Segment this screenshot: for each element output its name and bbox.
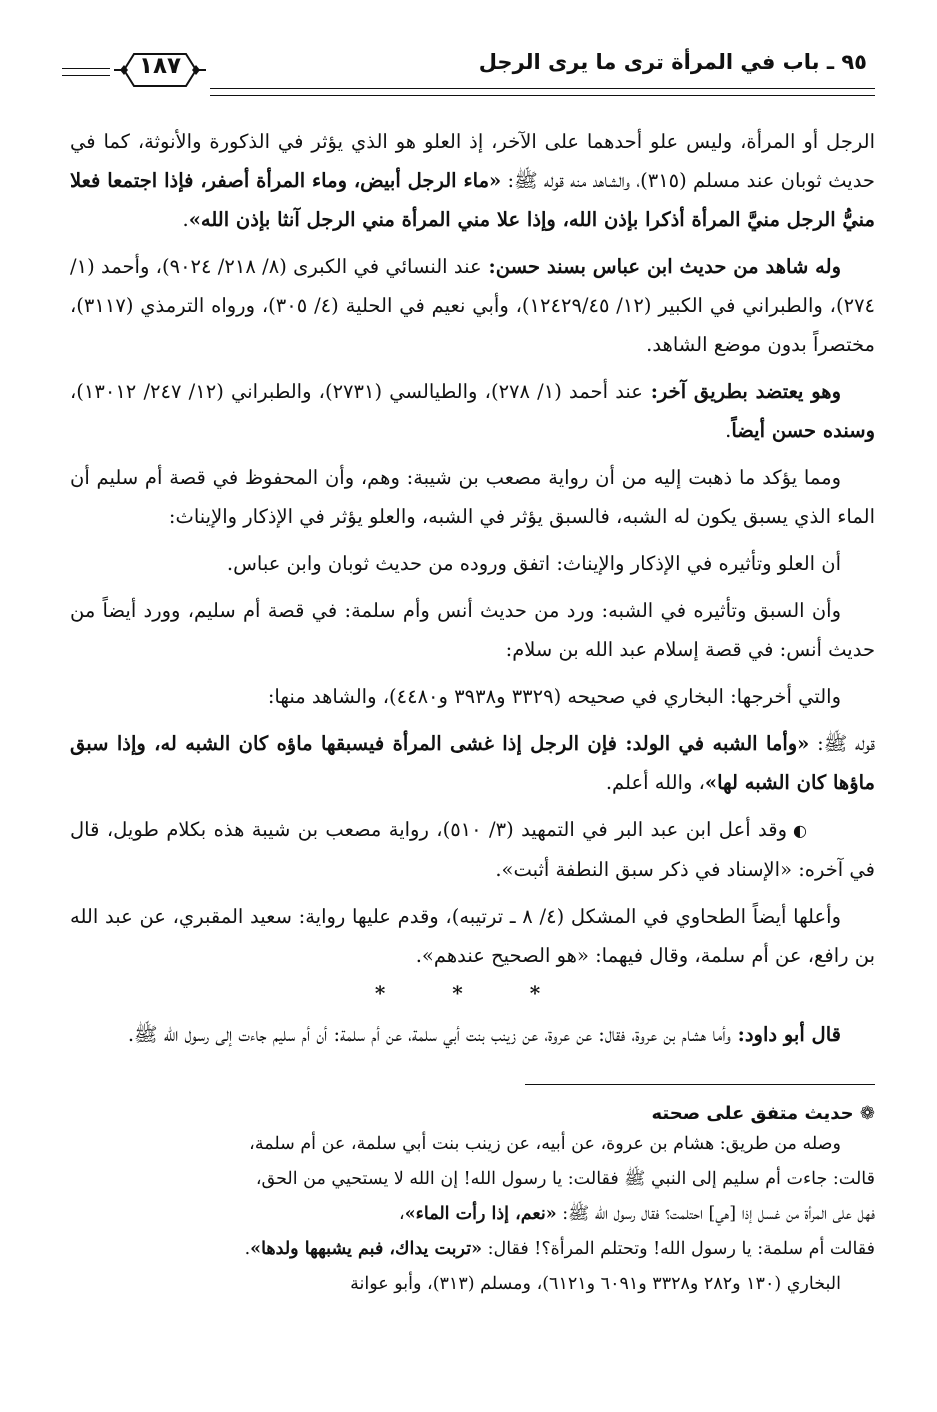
- paragraph-7: والتي أخرجها: البخاري في صحيحه (٣٣٢٩ و٣٩٣٨ و٤٤٨٠)، والشاهد منها:: [267, 685, 841, 708]
- paragraph-3: [70, 372, 875, 450]
- paragraph-1: [70, 122, 875, 239]
- page-number: ١٨٧: [138, 53, 182, 79]
- page-number-frame: [110, 50, 210, 90]
- paragraph-9: [70, 810, 875, 889]
- bold-lead: قال أبو داود:: [730, 1023, 841, 1046]
- text-span: وأما هشام بن عروة، فقال: عن عروة، عن زينب بنت أبي سلمة، عن أم سلمة: أن أم سليم جاءت إلى رسول الله ﷺ.: [127, 1023, 731, 1046]
- main-text: [70, 122, 875, 1303]
- text-span: ، والله أعلم.: [605, 771, 705, 794]
- text-span: ،: [399, 1204, 405, 1224]
- header-rule-left: [62, 68, 110, 76]
- footnote-line-2: قالت: جاءت أم سليم إلى النبي ﷺ فقالت: يا رسول الله! إن الله لا يستحيي من الحق،: [255, 1169, 875, 1189]
- hadith-quote: «وأما الشبه في الولد: فإن الرجل إذا غشى المرأة فيسبقها ماؤه كان الشبه له، وإذا سبق ماؤها كان الشبه لها»: [70, 732, 875, 794]
- bold-lead: وهو يعتضد بطريق آخر:: [642, 380, 841, 403]
- footnote-divider: [525, 1084, 875, 1085]
- text-span: قوله ﷺ:: [809, 732, 875, 755]
- paragraph-2: [70, 247, 875, 364]
- bold-verdict: وسنده حسن أيضاً: [731, 419, 875, 442]
- hadith-quote: «نعم، إذا رأت الماء»: [404, 1204, 557, 1224]
- text-span: فقالت أم سلمة: يا رسول الله! وتحتلم المرأة؟! فقال:: [482, 1239, 875, 1259]
- text-span: الرجل أو المرأة، وليس علو أحدهما على الآخر، إذ العلو هو الذي يؤثر في الذكورة والأنوثة، كما في حديث ثوبان عند مسلم (٣١٥)، والشاهد منه قوله ﷺ:: [70, 130, 875, 192]
- hadith-quote: «تربت يداك، فبم يشبهها ولدها»: [250, 1239, 483, 1259]
- footnote-line-1: وصله من طريق: هشام بن عروة، عن أبيه، عن زينب بنت أبي سلمة، عن أم سلمة،: [249, 1134, 841, 1154]
- footnote: [70, 1103, 875, 1301]
- text-span: .: [182, 208, 189, 231]
- footnote-line-5: البخاري (١٣٠ و٢٨٢ و٣٣٢٨ و٦٠٩١ و٦١٢١)، ومسلم (٣١٣)، وأبو عوانة: [350, 1274, 841, 1294]
- hadith-quote: «ماء الرجل أبيض، وماء المرأة أصفر، فإذا اجتمعا فعلا منيُّ الرجل منيَّ المرأة أذكرا بإذن الله، وإذا علا مني المرأة مني الرجل آنثا بإذن الله»: [70, 169, 875, 231]
- footnote-line-3: [70, 1198, 875, 1231]
- bullet-icon: ◐: [793, 821, 807, 840]
- text-span: فهل على المرأة من غسل إذا [هي] احتلمت؟ فقال رسول الله ﷺ:: [556, 1204, 875, 1224]
- paragraph-10: وأعلها أيضاً الطحاوي في المشكل (٤/ ٨ ـ ترتيبه)، وقدم عليها رواية: سعيد المقبري، عن عبد الله بن رافع، عن أم سلمة، وقال فيهما: «هو الصحيح عندهم».: [70, 905, 875, 967]
- text-span: عند أحمد (١/ ٢٧٨)، والطيالسي (٢٧٣١)، والطبراني (١٢/ ٢٤٧/ ١٣٠١٢)،: [70, 380, 643, 403]
- footnote-line-4: [70, 1233, 875, 1266]
- text-span: .: [725, 419, 732, 442]
- paragraph-5: أن العلو وتأثيره في الإذكار والإيناث: اتفق وروده من حديث ثوبان وابن عباس.: [226, 552, 841, 575]
- flower-icon: ❁: [859, 1103, 875, 1124]
- chapter-title: ٩٥ ـ باب في المرأة ترى ما يرى الرجل: [478, 50, 867, 74]
- section-separator: * * *: [374, 981, 571, 1005]
- page-header: [70, 40, 875, 96]
- paragraph-6: وأن السبق وتأثيره في الشبه: ورد من حديث أنس وأم سلمة: في قصة أم سليم، وورد أيضاً من حديث أنس: في قصة إسلام عبد الله بن سلام:: [70, 599, 875, 661]
- footnote-title: [70, 1103, 875, 1124]
- text-span: .: [244, 1239, 251, 1259]
- bold-lead: وله شاهد من حديث ابن عباس بسند حسن:: [481, 255, 841, 278]
- text-span: عند النسائي في الكبرى (٨/ ٢١٨/ ٩٠٢٤)، وأحمد (١/ ٢٧٤)، والطبراني في الكبير (١٢/ ١٢٤٢٩/٤٥)، وأبي نعيم في الحلية (٤/ ٣٠٥)، ورواه الترمذي (٣١١٧)، مختصراً بدون موضع الشاهد.: [70, 255, 876, 356]
- paragraph-4: ومما يؤكد ما ذهبت إليه من أن رواية مصعب بن شيبة: وهم، وأن المحفوظ في قصة أم سليم أن الماء الذي يسبق يكون له الشبه، فالسبق يؤثر في الشبه، والعلو يؤثر في الإذكار والإيناث:: [70, 466, 875, 528]
- header-rule-right: [210, 88, 875, 96]
- footnote-title-text: حديث متفق على صحته: [651, 1103, 854, 1124]
- text-span: وقد أعل ابن عبد البر في التمهيد (٣/ ٥١٠)، رواية مصعب بن شيبة هذه بكلام طويل، قال في آخره: «الإسناد في ذكر سبق النطفة أثبت».: [70, 818, 875, 881]
- paragraph-8: [70, 724, 875, 802]
- paragraph-11: [70, 1015, 875, 1054]
- book-page: [70, 40, 875, 1382]
